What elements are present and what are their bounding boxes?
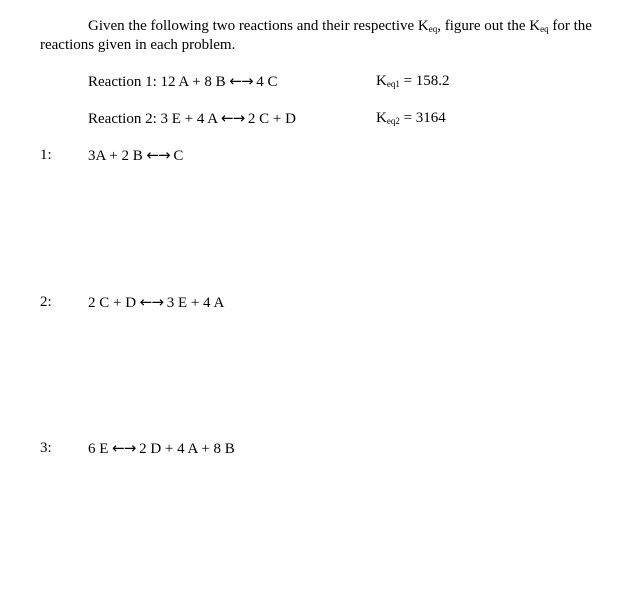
reaction-2-keq (376, 109, 446, 127)
instructions-text-3: for the reactions given in each problem. (40, 18, 592, 53)
problem-3-rhs: 2 D + 4 A + 8 B (135, 441, 235, 457)
problem-1-equation (88, 146, 183, 165)
equilibrium-arrow-icon: ←→ (112, 439, 136, 457)
keq-subscript-1: eq (428, 24, 438, 34)
problem-2-number: 2: (40, 294, 52, 310)
reaction-1-keq (376, 72, 450, 90)
keq-letter: K (376, 110, 387, 126)
keq-subscript-2: eq (540, 24, 549, 34)
instructions-text-2: , figure out the K (437, 18, 541, 34)
problem-2-equation (88, 293, 224, 312)
keq1-subscript: eq1 (386, 79, 400, 89)
problem-3-number: 3: (40, 440, 52, 456)
reaction-1-rhs: 4 C (252, 74, 278, 90)
keq1-value: = 158.2 (399, 73, 450, 89)
equilibrium-arrow-icon: ←→ (146, 146, 170, 164)
problem-1-number: 1: (40, 147, 52, 163)
keq2-value: = 3164 (399, 110, 446, 126)
equilibrium-arrow-icon: ←→ (221, 109, 245, 127)
keq2-subscript: eq2 (386, 116, 400, 126)
keq-letter: K (376, 73, 387, 89)
equilibrium-arrow-icon: ←→ (229, 72, 253, 90)
problem-3-lhs: 6 E (88, 441, 113, 457)
reaction-2-lhs: Reaction 2: 3 E + 4 A (88, 111, 222, 127)
problem-1-lhs: 3A + 2 B (88, 148, 147, 164)
reaction-2-rhs: 2 C + D (244, 111, 296, 127)
equilibrium-arrow-icon: ←→ (139, 293, 163, 311)
instructions-paragraph (40, 17, 615, 55)
reaction-1-equation (88, 72, 278, 91)
instructions-text-1: Given the following two reactions and their respective K (88, 18, 429, 34)
reaction-2-equation (88, 109, 296, 128)
problem-1-rhs: C (169, 148, 184, 164)
reaction-1-lhs: Reaction 1: 12 A + 8 B (88, 74, 230, 90)
problem-2-lhs: 2 C + D (88, 295, 140, 311)
problem-3-equation (88, 439, 235, 458)
problem-2-rhs: 3 E + 4 A (162, 295, 225, 311)
